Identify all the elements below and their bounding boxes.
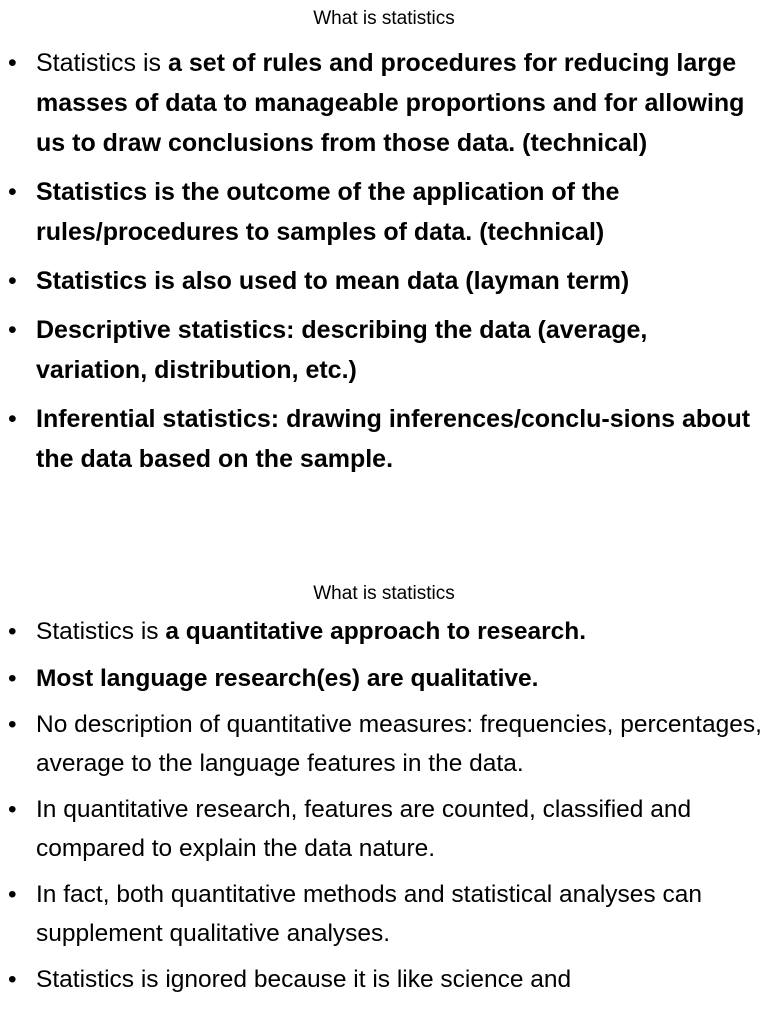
list-item [0,172,768,252]
bullet-icon: • [8,618,17,645]
bullet-icon: • [8,49,17,77]
bullet-text-bold: Descriptive statistics: describing the data (average, variation, distribution, etc.) [36,316,648,384]
bullet-text-normal: Statistics is ignored because it is like science and [36,966,572,993]
bullet-text-bold: a quantitative approach to research. [165,618,587,645]
bullet-icon: • [8,796,17,823]
list-item [0,791,768,868]
bullet-text-normal: No description of quantitative measures: frequencies, percentages, average to the language features in the data. [36,711,762,777]
bullet-icon: • [8,178,17,206]
list-item [0,261,768,301]
list-item [0,706,768,783]
bullet-icon: • [8,881,17,908]
list-item [0,613,768,652]
list-item [0,660,768,699]
bullet-icon: • [8,664,17,692]
slide-1 [0,0,768,488]
list-item [0,43,768,163]
list-item [0,399,768,479]
bullet-icon: • [8,966,17,993]
bullet-text-normal: Statistics is [36,618,166,645]
bullet-icon: • [8,316,17,344]
slide-2 [0,575,768,1008]
bullet-text-normal: In quantitative research, features are counted, classified and compared to explain the data nature. [36,796,692,862]
bullet-icon: • [8,711,17,738]
slide-title: What is statistics [313,8,455,29]
bullet-text-bold: Statistics is also used to mean data (layman term) [36,267,630,295]
bullet-text-bold: Statistics is the outcome of the application of the rules/procedures to samples of data. (technical) [36,178,620,246]
bullet-list [0,43,768,479]
bullet-text-normal: In fact, both quantitative methods and statistical analyses can supplement qualitative analyses. [36,881,702,947]
bullet-icon: • [8,405,17,433]
list-item [0,876,768,953]
list-item [0,310,768,390]
bullet-text-bold: Inferential statistics: drawing inferences/conclu-sions about the data based on the sample. [36,405,751,473]
slide-title: What is statistics [313,583,455,604]
list-item [0,961,768,1000]
bullet-list [0,613,768,1000]
bullet-text-bold: a set of rules and procedures for reducing large masses of data to manageable proportions and for allowing us to draw conclusions from those data. (technical) [36,49,745,157]
bullet-text-bold: Most language research(es) are qualitative. [36,664,539,692]
bullet-icon: • [8,267,17,295]
bullet-text-normal: Statistics is [36,49,168,77]
